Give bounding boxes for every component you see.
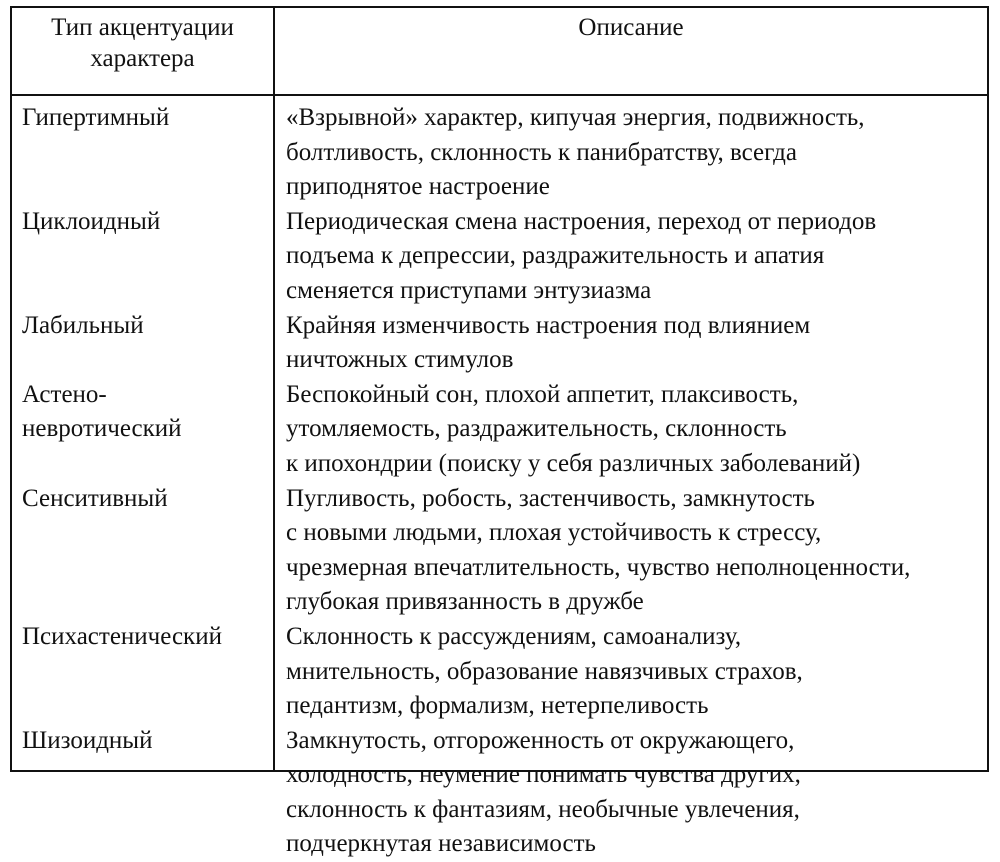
- description-line: «Взрывной» характер, кипучая энергия, подвижность,: [286, 104, 865, 131]
- description-line: к ипохондрии (поиску у себя различных заболеваний): [286, 449, 861, 477]
- table-row-type: [22, 724, 267, 862]
- type-line: Сенситивный: [22, 484, 168, 512]
- table-row-description: [286, 620, 986, 724]
- type-line: [22, 170, 267, 205]
- table-row-description: [286, 378, 986, 482]
- type-line: [22, 793, 267, 828]
- type-line: [22, 274, 267, 309]
- table-row-type: [22, 205, 267, 309]
- description-line: Крайняя изменчивость настроения под влиянием: [286, 311, 811, 339]
- description-line: Склонность к рассуждениям, самоанализу,: [286, 622, 742, 650]
- description-line: утомляемость, раздражительность, склонность: [286, 415, 787, 443]
- type-line: [22, 827, 267, 862]
- type-line: [22, 447, 267, 482]
- description-line: Беспокойный сон, плохой аппетит, плаксивость,: [286, 380, 799, 408]
- description-line: ничтожных стимулов: [286, 346, 514, 374]
- header-type-line-2: характера: [90, 45, 195, 72]
- table-row-type: [22, 101, 267, 205]
- description-line: подъема к депрессии, раздражительность и апатия: [286, 242, 825, 270]
- description-line: Замкнутость, отгороженность от окружающего,: [286, 726, 795, 754]
- description-line: чрезмерная впечатлительность, чувство неполноценности,: [286, 553, 911, 581]
- header-divider: [12, 94, 987, 96]
- table-row-type: [22, 378, 267, 482]
- type-line: [22, 516, 267, 551]
- type-line: [22, 758, 267, 793]
- type-line: Шизоидный: [22, 726, 153, 754]
- description-line: сменяется приступами энтузиазма: [286, 276, 652, 304]
- type-line: [22, 343, 267, 378]
- type-line: Гипертимный: [22, 104, 170, 131]
- type-line: [22, 551, 267, 586]
- header-type: [12, 12, 273, 74]
- type-line: Психастенический: [22, 622, 222, 650]
- type-line: [22, 689, 267, 724]
- table-row-description: [286, 205, 986, 309]
- type-line: Астено-: [22, 380, 107, 408]
- type-line: [22, 585, 267, 620]
- description-line: Периодическая смена настроения, переход от периодов: [286, 207, 877, 235]
- table-row-description: [286, 482, 986, 620]
- description-line: с новыми людьми, плохая устойчивость к стрессу,: [286, 519, 822, 547]
- header-description: Описание: [578, 14, 684, 41]
- description-line: подчеркнутая независимость: [286, 830, 596, 858]
- table-row-type: [22, 309, 267, 378]
- table-row-type: [22, 482, 267, 620]
- description-line: приподнятое настроение: [286, 173, 550, 201]
- type-line: [22, 239, 267, 274]
- type-line: [22, 136, 267, 171]
- description-line: педантизм, формализм, нетерпеливость: [286, 692, 709, 720]
- description-line: склонность к фантазиям, необычные увлечения,: [286, 795, 800, 823]
- column-divider: [273, 8, 275, 770]
- header-type-line-1: Тип акцентуации: [51, 14, 234, 41]
- type-line: Циклоидный: [22, 207, 161, 235]
- description-line: мнительность, образование навязчивых страхов,: [286, 657, 803, 685]
- description-line: глубокая привязанность в дружбе: [286, 588, 644, 616]
- table-row-description: [286, 309, 986, 378]
- description-column: [286, 101, 986, 862]
- type-column: [22, 101, 267, 862]
- description-line: болтливость, склонность к панибратству, всегда: [286, 138, 797, 166]
- type-line: [22, 655, 267, 690]
- table-row-description: [286, 724, 986, 862]
- table-row-type: [22, 620, 267, 724]
- description-line: холодность, неумение понимать чувства других,: [286, 761, 801, 789]
- type-line: Лабильный: [22, 311, 144, 339]
- table-row-description: [286, 101, 986, 205]
- type-line: невротический: [22, 415, 182, 443]
- accentuation-table: [10, 6, 989, 858]
- description-line: Пугливость, робость, застенчивость, замкнутость: [286, 484, 815, 512]
